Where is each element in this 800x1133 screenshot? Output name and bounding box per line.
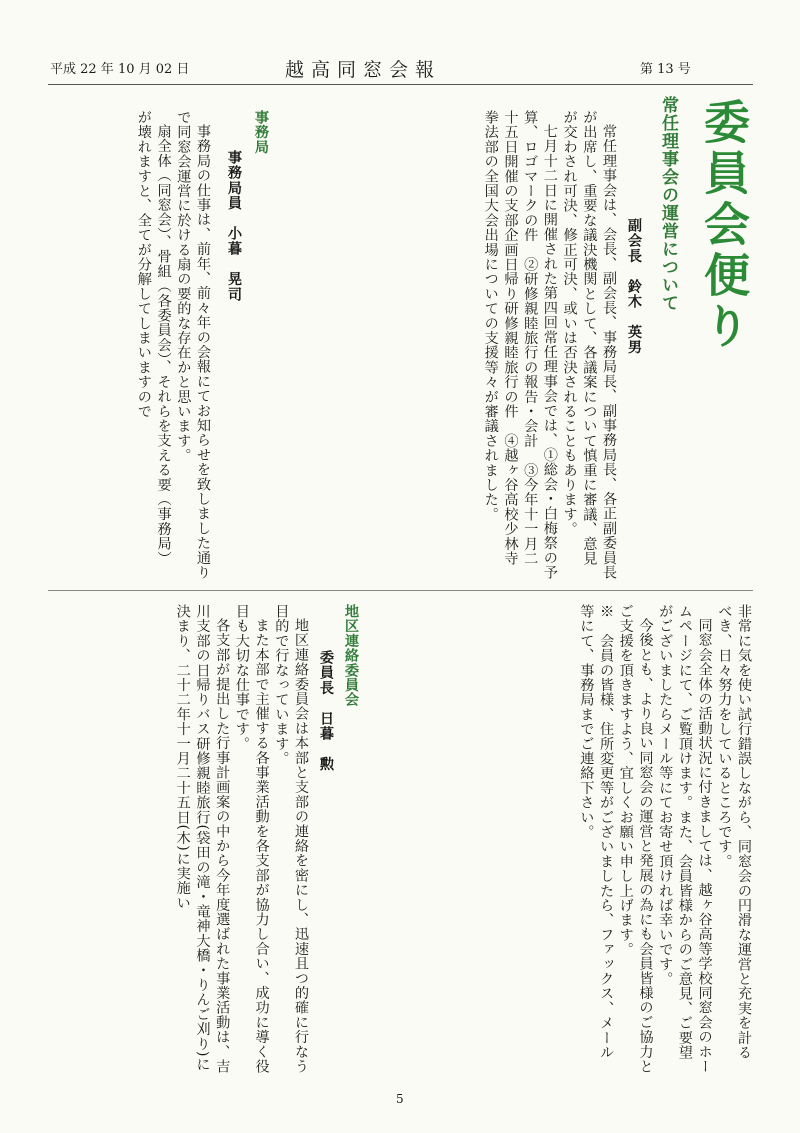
jimukyoku-body: 事務局の仕事は、前年、前々年の会報にてお知らせを致しました通りで同窓会運営に於ける扇の要的な存在かと思います。 扇全体（同窓会）、骨組（各委員会）、それらを支える要（事務局）が壊れますと、全てが分解してしまいますので xyxy=(135,110,211,580)
issue-number: 第 13 号 xyxy=(640,62,691,77)
jimukyoku-author: 事務局員 小暮 晃司 xyxy=(226,150,242,302)
newsletter-title: 越高同窓会報 xyxy=(285,59,442,81)
issue-date: 平成 22 年 10 月 02 日 xyxy=(50,62,190,77)
chiku-body: 地区連絡委員会は本部と支部の連絡を密にし、迅速且つ的確に行なう目的で行なっています。 また本部で主催する各事業活動を各支部が協力し合い、成功に導く役目も大切な仕事です。 各支部が提出した行事計画案の中から今年度選ばれた事業活動は、吉川支部の日帰りバス研修親睦旅行(袋田の滝・竜神大橋・りんご刈り)に決まり、二十二年十一月二十五日(木)に実施い xyxy=(174,604,309,1074)
continuation-body: 非常に気を使い試行錯誤しながら、同窓会の円滑な運営と充実を計るべき、日々努力をしているところです。 同窓会全体の活動状況に付きましては、越ヶ谷高等学校同窓会のホームページにて、ご覧頂けます。また、会員皆様からのご意見、ご要望がございましたらメール等にてお寄せ頂ければ幸いです。 今後とも、より良い同窓会の運営と発展の為にも会員皆様のご協力とご支援を頂きますよう、宜しくお願い申し上げます。 ※ 会員の皆様、住所変更等がございましたら、ファックス、メール等にて、事務局までご連絡下さい。 xyxy=(578,604,752,1074)
chiku-heading: 地区連絡委員会 xyxy=(343,604,359,707)
feature-title: 委員会便り xyxy=(697,98,751,353)
jimukyoku-heading: 事務局 xyxy=(253,110,269,155)
feature-author: 副会長 鈴木 英男 xyxy=(626,218,642,355)
header-rule xyxy=(48,84,753,85)
chiku-author: 委員長 日暮 勲 xyxy=(318,650,334,772)
feature-body: 常任理事会は、会長、副会長、事務局長、副事務局長、各正副委員長が出席し、重要な議決機関として、各議案について慎重に審議、意見が交わされ可決、修正可決、或いは否決されることもあります。 七月十二日に開催された第四回常任理事会では、①総会・白梅祭の予算、ロゴマークの件 ②研修親睦旅行の報告・会計 ③今年十一月二十五日開催の支部企画日帰り研修親睦旅行の件 ④越ヶ谷高校少林寺拳法部の全国大会出場についての支援等々が審議されました。 xyxy=(482,110,617,580)
middle-divider xyxy=(48,590,753,591)
feature-subtitle: 常任理事会の運営について xyxy=(658,96,678,312)
page-number: 5 xyxy=(396,1092,404,1106)
